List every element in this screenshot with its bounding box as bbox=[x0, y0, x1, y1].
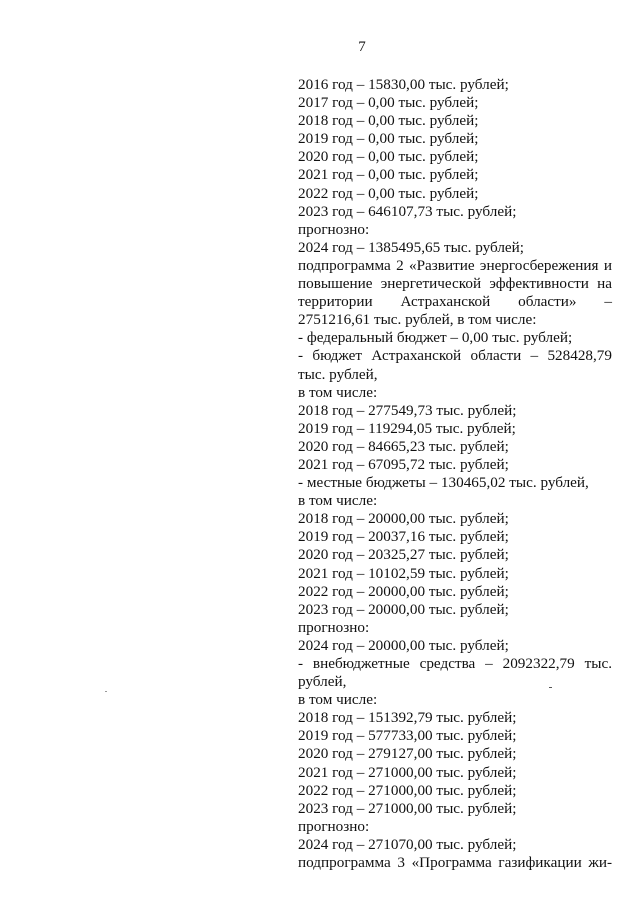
text-line: 2018 год – 151392,79 тыс. рублей; bbox=[298, 709, 517, 727]
text-line-justified: повышение энергетической эффективности на bbox=[298, 275, 612, 293]
text-line: - федеральный бюджет – 0,00 тыс. рублей; bbox=[298, 329, 573, 347]
text-line: 2019 год – 119294,05 тыс. рублей; bbox=[298, 419, 516, 437]
text-line: 2021 год – 67095,72 тыс. рублей; bbox=[298, 455, 509, 473]
text-line: рублей, bbox=[298, 673, 347, 691]
text-line: 2017 год – 0,00 тыс. рублей; bbox=[298, 94, 479, 112]
text-line: прогнозно: bbox=[298, 618, 370, 636]
text-line-justified: подпрограмма 2 «Развитие энергосбережения и bbox=[298, 256, 612, 274]
document-body bbox=[298, 76, 612, 872]
text-line: 2023 год – 20000,00 тыс. рублей; bbox=[298, 600, 509, 618]
text-line: 2021 год – 10102,59 тыс. рублей; bbox=[298, 564, 509, 582]
text-line: 2024 год – 271070,00 тыс. рублей; bbox=[298, 835, 517, 853]
text-line: - местные бюджеты – 130465,02 тыс. рублей, bbox=[298, 474, 589, 492]
text-line: 2018 год – 20000,00 тыс. рублей; bbox=[298, 510, 509, 528]
text-line: 2022 год – 271000,00 тыс. рублей; bbox=[298, 781, 517, 799]
text-line: в том числе: bbox=[298, 691, 378, 709]
text-line: 2021 год – 271000,00 тыс. рублей; bbox=[298, 763, 517, 781]
text-line: в том числе: bbox=[298, 383, 378, 401]
text-line: тыс. рублей, bbox=[298, 365, 378, 383]
text-line: 2023 год – 271000,00 тыс. рублей; bbox=[298, 799, 517, 817]
text-line-justified: территории Астраханской области» – bbox=[298, 293, 612, 311]
text-line: 2019 год – 20037,16 тыс. рублей; bbox=[298, 528, 509, 546]
text-line-justified: - бюджет Астраханской области – 528428,79 bbox=[298, 347, 612, 365]
text-line: 2022 год – 20000,00 тыс. рублей; bbox=[298, 582, 509, 600]
text-line-justified: - внебюджетные средства – 2092322,79 тыс. bbox=[298, 655, 612, 672]
text-line: 2020 год – 0,00 тыс. рублей; bbox=[298, 148, 479, 166]
text-line: 2016 год – 15830,00 тыс. рублей; bbox=[298, 76, 509, 93]
text-line: 2020 год – 84665,23 тыс. рублей; bbox=[298, 437, 509, 455]
text-line: в том числе: bbox=[298, 492, 378, 510]
text-line: 2019 год – 0,00 тыс. рублей; bbox=[298, 130, 479, 148]
text-line: 2021 год – 0,00 тыс. рублей; bbox=[298, 166, 479, 184]
text-line: 2023 год – 646107,73 тыс. рублей; bbox=[298, 202, 517, 220]
text-line: 2018 год – 277549,73 тыс. рублей; bbox=[298, 401, 517, 419]
text-line: 2022 год – 0,00 тыс. рублей; bbox=[298, 184, 479, 202]
text-line: 2024 год – 20000,00 тыс. рублей; bbox=[298, 636, 509, 654]
text-line: 2751216,61 тыс. рублей, в том числе: bbox=[298, 311, 537, 329]
text-line: 2020 год – 279127,00 тыс. рублей; bbox=[298, 745, 517, 763]
page-number: 7 bbox=[358, 39, 366, 55]
text-line: 2018 год – 0,00 тыс. рублей; bbox=[298, 112, 479, 130]
text-line: 2019 год – 577733,00 тыс. рублей; bbox=[298, 727, 517, 745]
text-line: 2024 год – 1385495,65 тыс. рублей; bbox=[298, 238, 525, 256]
scan-speck bbox=[549, 687, 552, 688]
text-line: прогнозно: bbox=[298, 817, 370, 835]
text-line: прогнозно: bbox=[298, 220, 370, 238]
text-line-justified: подпрограмма 3 «Программа газификации жи- bbox=[298, 854, 612, 872]
scan-speck bbox=[105, 691, 107, 692]
text-line: 2020 год – 20325,27 тыс. рублей; bbox=[298, 546, 509, 564]
